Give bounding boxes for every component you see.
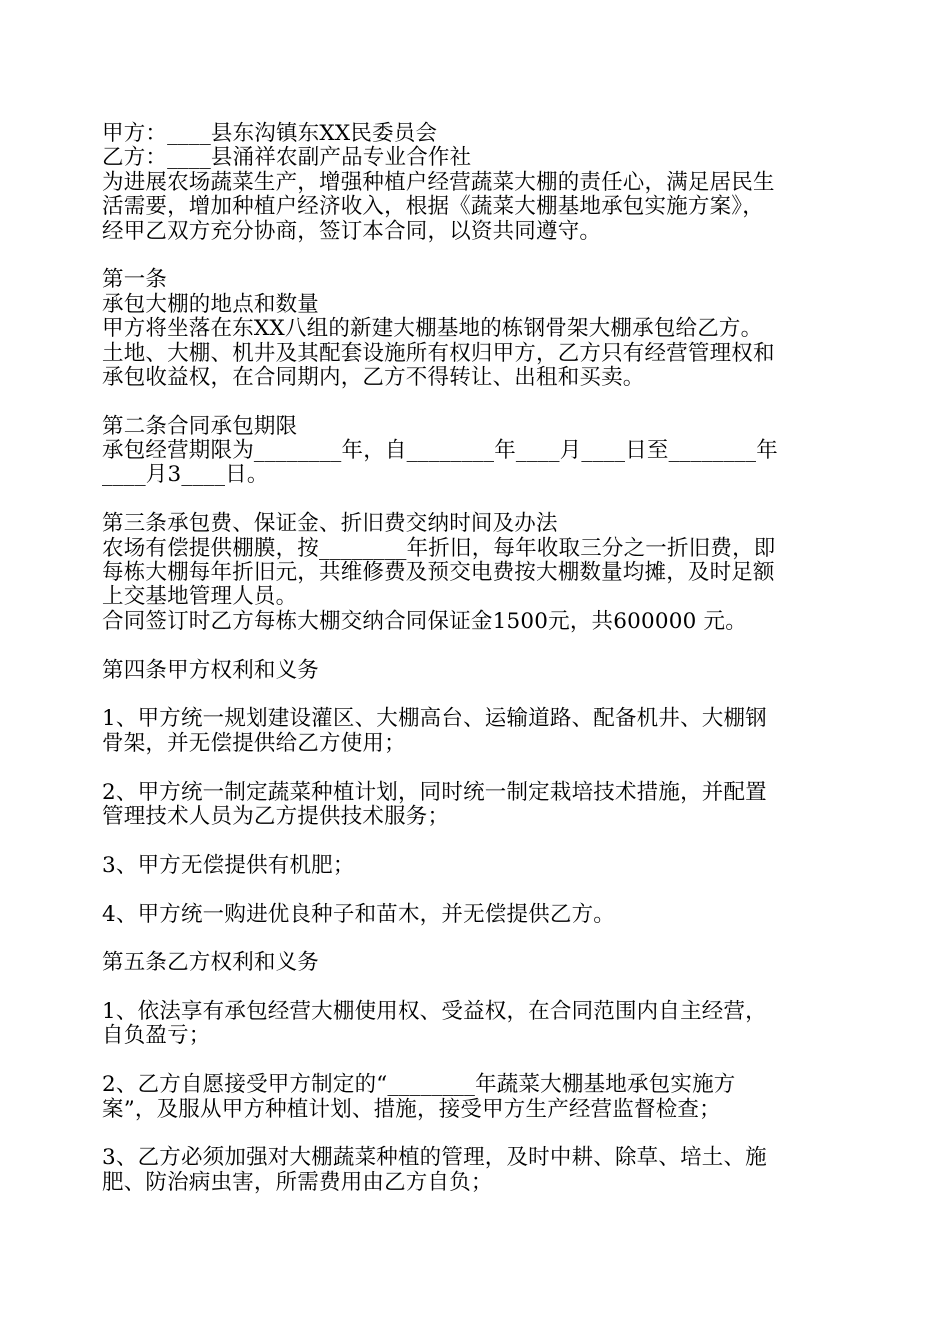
article-4-heading: 第四条甲方权利和义务 [102, 657, 320, 683]
preamble-line-1: 为进展农场蔬菜生产，增强种植户经营蔬菜大棚的责任心，满足居民生 [102, 169, 775, 195]
spacer [102, 976, 862, 1000]
spacer [102, 1049, 862, 1073]
article-1-line-3: 承包收益权，在合同期内，乙方不得转让、出租和买卖。 [102, 364, 645, 390]
article-3-line-4: 合同签订时乙方每栋大棚交纳合同保证金1500元，共600000 元。 [102, 608, 747, 634]
article-2-heading: 第二条合同承包期限 [102, 413, 298, 439]
article-5-item-2-line-2: 案”，及服从甲方种植计划、措施，接受甲方生产经营监督检查； [102, 1096, 721, 1122]
article-3-line-2: 每栋大棚每年折旧元，共维修费及预交电费按大棚数量均摊，及时足额 [102, 560, 775, 586]
article-5-item-3-line-1: 3、乙方必须加强对大棚蔬菜种植的管理，及时中耕、除草、培土、施 [102, 1145, 767, 1171]
spacer [102, 390, 862, 414]
article-2-line-2: ____月3____日。 [102, 462, 269, 488]
preamble-line-3: 经甲乙双方充分协商，签订本合同，以资共同遵守。 [102, 218, 602, 244]
article-4-item-2-line-1: 2、甲方统一制定蔬菜种植计划，同时统一制定栽培技术措施，并配置 [102, 779, 767, 805]
article-4-item-1-line-2: 骨架，并无偿提供给乙方使用； [102, 730, 406, 756]
spacer [102, 488, 862, 512]
article-3-heading: 第三条承包费、保证金、折旧费交纳时间及办法 [102, 511, 558, 537]
article-1-heading: 第一条 [102, 267, 168, 293]
spacer [102, 756, 862, 780]
article-4-item-3: 3、甲方无偿提供有机肥； [102, 852, 355, 878]
party-b-line: 乙方：____县涌祥农副产品专业合作社 [102, 145, 472, 171]
article-5-item-3-line-2: 肥、防治病虫害，所需费用由乙方自负； [102, 1169, 493, 1195]
spacer [102, 927, 862, 951]
article-2-line-1: 承包经营期限为________年，自________年____月____日至________年 [102, 438, 778, 464]
article-4-item-2-line-2: 管理技术人员为乙方提供技术服务； [102, 803, 450, 829]
article-5-item-2-line-1: 2、乙方自愿接受甲方制定的“________年蔬菜大棚基地承包实施方 [102, 1072, 736, 1098]
spacer [102, 878, 862, 902]
article-5-item-1-line-1: 1、依法享有承包经营大棚使用权、受益权，在合同范围内自主经营， [102, 999, 767, 1025]
spacer [102, 683, 862, 707]
spacer [102, 244, 862, 268]
spacer [102, 634, 862, 658]
article-4-item-1-line-1: 1、甲方统一规划建设灌区、大棚高台、运输道路、配备机井、大棚钢 [102, 706, 767, 732]
article-3-line-3: 上交基地管理人员。 [102, 584, 298, 610]
article-1-line-1: 甲方将坐落在东XX八组的新建大棚基地的栋钢骨架大棚承包给乙方。 [102, 316, 763, 342]
contract-document [102, 122, 862, 1195]
spacer [102, 829, 862, 853]
preamble-line-2: 活需要，增加种植户经济收入，根据《蔬菜大棚基地承包实施方案》， [102, 194, 764, 220]
party-a-line: 甲方：____县东沟镇东XX民委员会 [102, 121, 438, 146]
article-4-item-4: 4、甲方统一购进优良种子和苗木，并无偿提供乙方。 [102, 901, 615, 927]
spacer [102, 1122, 862, 1146]
article-3-line-1: 农场有偿提供棚膜，按________年折旧，每年收取三分之一折旧费，即 [102, 535, 776, 561]
article-1-line-2: 土地、大棚、机井及其配套设施所有权归甲方，乙方只有经营管理权和 [102, 340, 775, 366]
article-5-heading: 第五条乙方权利和义务 [102, 950, 320, 976]
article-1-title: 承包大棚的地点和数量 [102, 291, 320, 317]
article-5-item-1-line-2: 自负盈亏； [102, 1023, 211, 1049]
